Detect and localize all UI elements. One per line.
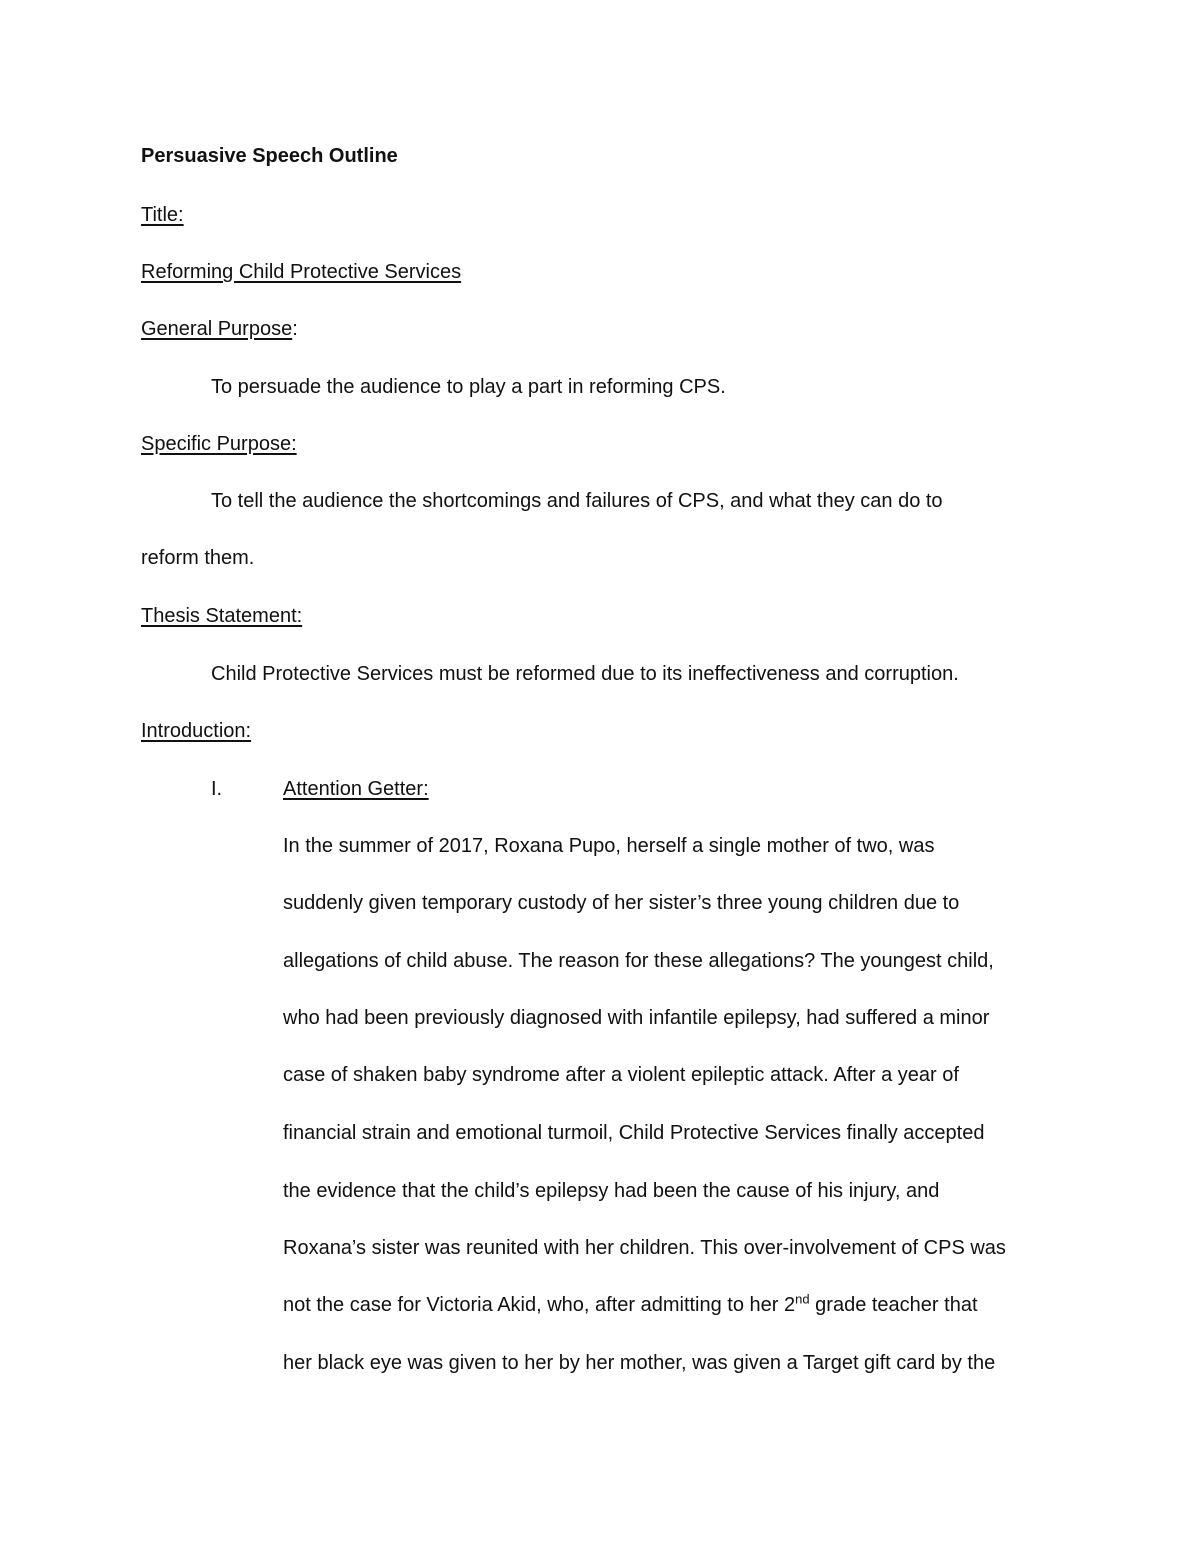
title-value: Reforming Child Protective Services bbox=[141, 261, 462, 283]
general-purpose-label: General Purpose bbox=[141, 318, 293, 340]
attention-getter-label: Attention Getter: bbox=[283, 778, 429, 800]
paragraph-line bbox=[283, 1293, 978, 1317]
document-heading: Persuasive Speech Outline bbox=[141, 145, 398, 167]
specific-purpose-line-1: To tell the audience the shortcomings and failures of CPS, and what they can do to bbox=[211, 490, 943, 512]
title-label: Title: bbox=[141, 204, 184, 226]
paragraph-line: Roxana’s sister was reunited with her children. This over-involvement of CPS was bbox=[283, 1237, 1006, 1259]
introduction-label: Introduction: bbox=[141, 720, 252, 742]
paragraph-line-text: grade teacher that bbox=[809, 1294, 978, 1316]
specific-purpose-line-2: reform them. bbox=[141, 547, 255, 569]
general-purpose-colon: : bbox=[292, 318, 298, 340]
ordinal-suffix: nd bbox=[795, 1291, 810, 1307]
paragraph-line: financial strain and emotional turmoil, Child Protective Services finally accepted bbox=[283, 1122, 985, 1144]
thesis-text: Child Protective Services must be reformed due to its ineffectiveness and corruption. bbox=[211, 663, 959, 685]
thesis-label: Thesis Statement: bbox=[141, 605, 303, 627]
paragraph-line: her black eye was given to her by her mother, was given a Target gift card by the bbox=[283, 1352, 996, 1374]
paragraph-line-text: not the case for Victoria Akid, who, after admitting to her 2 bbox=[283, 1294, 796, 1316]
general-purpose-heading bbox=[141, 317, 298, 341]
outline-number: I. bbox=[211, 778, 223, 800]
paragraph-line: case of shaken baby syndrome after a violent epileptic attack. After a year of bbox=[283, 1064, 959, 1086]
paragraph-line: suddenly given temporary custody of her sister’s three young children due to bbox=[283, 892, 960, 914]
general-purpose-text: To persuade the audience to play a part in reforming CPS. bbox=[211, 376, 726, 398]
paragraph-line: In the summer of 2017, Roxana Pupo, herself a single mother of two, was bbox=[283, 835, 935, 857]
paragraph-line: who had been previously diagnosed with infantile epilepsy, had suffered a minor bbox=[283, 1007, 990, 1029]
specific-purpose-label: Specific Purpose: bbox=[141, 433, 297, 455]
paragraph-line: the evidence that the child’s epilepsy had been the cause of his injury, and bbox=[283, 1180, 940, 1202]
paragraph-line: allegations of child abuse. The reason for these allegations? The youngest child, bbox=[283, 950, 994, 972]
